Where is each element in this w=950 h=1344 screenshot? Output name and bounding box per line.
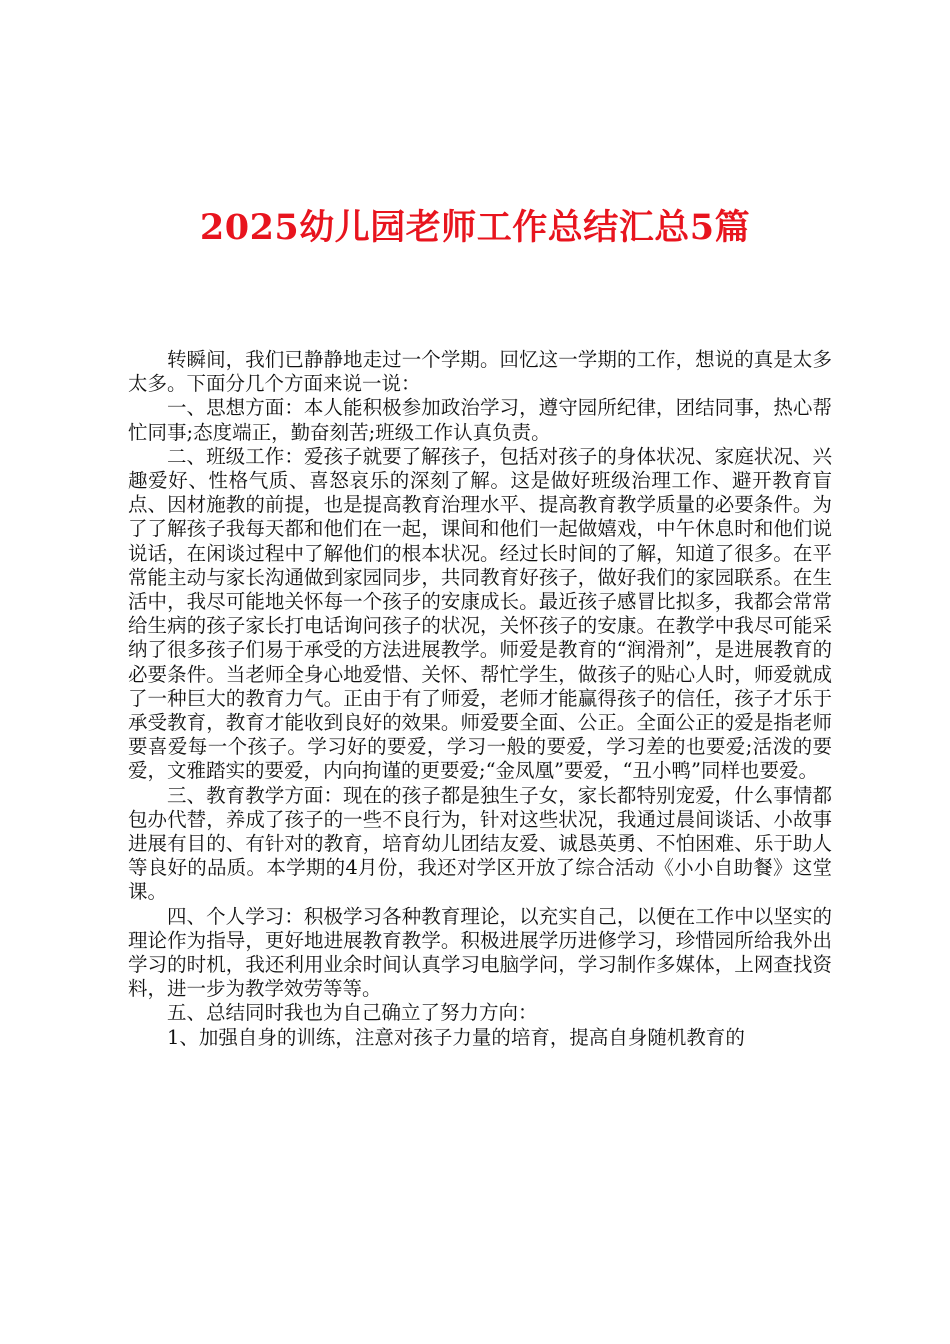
- document-body: [128, 348, 832, 1050]
- paragraph-intro: 转瞬间，我们已静静地走过一个学期。回忆这一学期的工作，想说的真是太多太多。下面分几个方面来说一说：: [128, 348, 832, 396]
- document-title: 2025幼儿园老师工作总结汇总5篇: [199, 207, 751, 248]
- paragraph-goal-1: 1、加强自身的训练，注意对孩子力量的培育，提高自身随机教育的: [167, 1025, 745, 1049]
- paragraph-personal-study: 四、个人学习：积极学习各种教育理论，以充实自己，以便在工作中以坚实的理论作为指导，更好地进展教育教学。积极进展学历进修学习，珍惜园所给我外出学习的时机，我还利用业余时间认真学习电脑学问，学习制作多媒体，上网查找资料，进一步为教学效劳等等。: [128, 904, 832, 1001]
- paragraph-teaching: 三、教育教学方面：现在的孩子都是独生子女，家长都特别宠爱，什么事情都包办代替，养成了孩子的一些不良行为，针对这些状况，我通过晨间谈话、小故事进展有目的、有针对的教育，培育幼儿团结友爱、诚恳英勇、不怕困难、乐于助人等良好的品质。本学期的4月份，我还对学区开放了综合活动《小小自助餐》这堂课。: [128, 783, 832, 904]
- paragraph-class-work: 二、班级工作：爱孩子就要了解孩子，包括对孩子的身体状况、家庭状况、兴趣爱好、性格气质、喜怒哀乐的深刻了解。这是做好班级治理工作、避开教育盲点、因材施教的前提，也是提高教育治理水平、提高教育教学质量的必要条件。为了了解孩子我每天都和他们在一起，课间和他们一起做嬉戏，中午休息时和他们说说话，在闲谈过程中了解他们的根本状况。经过长时间的了解，知道了很多。在平常能主动与家长沟通做到家园同步，共同教育好孩子，做好我们的家园联系。在生活中，我尽可能地关怀每一个孩子的安康成长。最近孩子感冒比拟多，我都会常常给生病的孩子家长打电话询问孩子的状况，关怀孩子的安康。在教学中我尽可能采纳了很多孩子们易于承受的方法进展教学。师爱是教育的“润滑剂”，是进展教育的必要条件。当老师全身心地爱惜、关怀、帮忙学生，做孩子的贴心人时，师爱就成了一种巨大的教育力气。正由于有了师爱，老师才能赢得孩子的信任，孩子才乐于承受教育，教育才能收到良好的效果。师爱要全面、公正。全面公正的爱是指老师要喜爱每一个孩子。学习好的要爱，学习一般的要爱，学习差的也要爱;活泼的要爱，文雅踏实的要爱，内向拘谨的更要爱;“金凤凰”要爱，“丑小鸭”同样也要爱。: [128, 444, 832, 783]
- paragraph-summary-heading: 五、总结同时我也为自己确立了努力方向：: [167, 1001, 538, 1025]
- paragraph-thought: 一、思想方面：本人能积极参加政治学习，遵守园所纪律，团结同事，热心帮忙同事;态度端正，勤奋刻苦;班级工作认真负责。: [128, 396, 832, 444]
